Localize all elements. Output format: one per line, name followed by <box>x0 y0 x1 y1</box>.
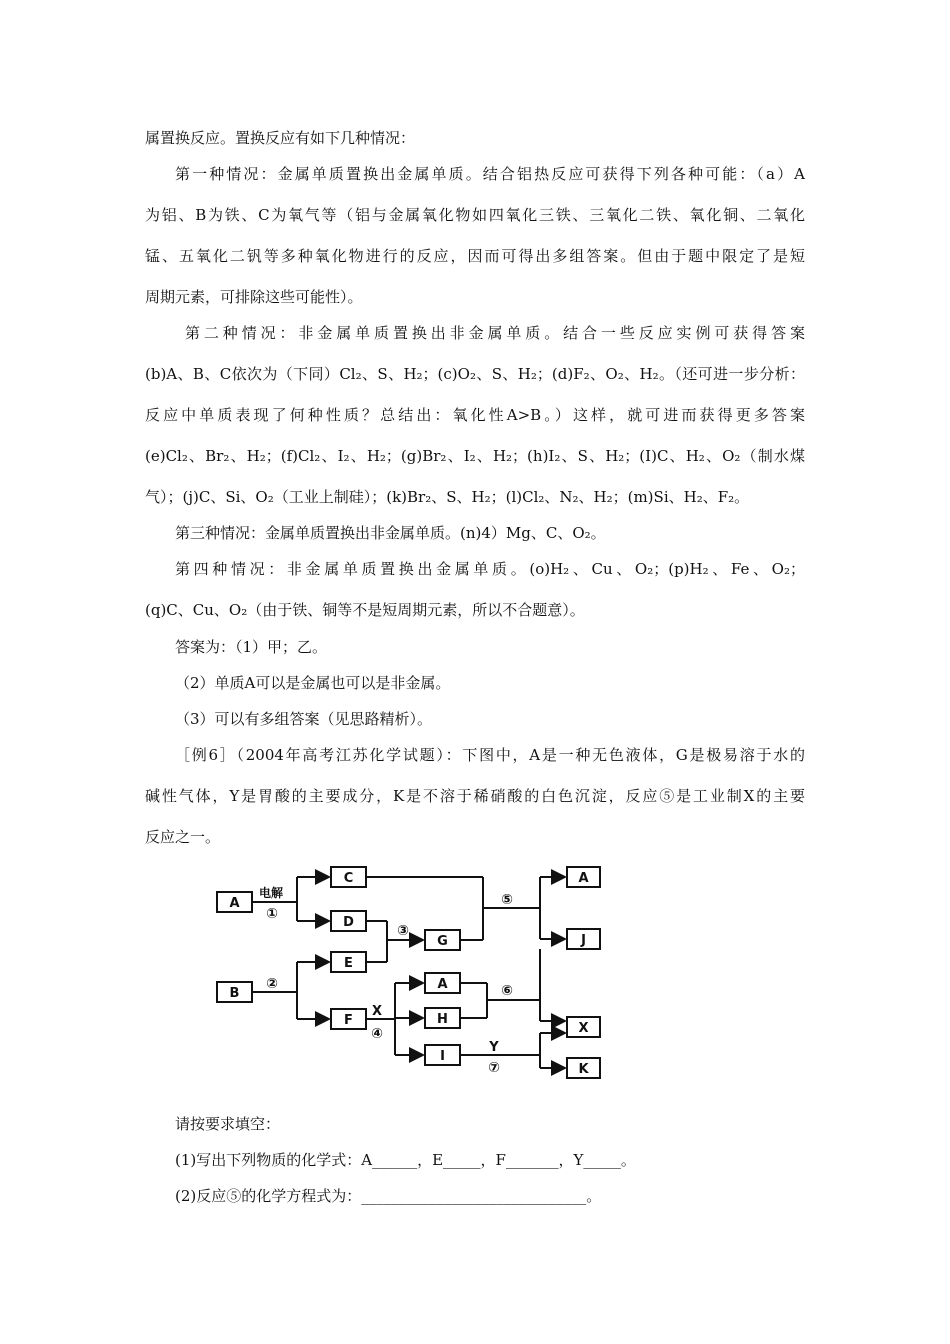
svg-text:G: G <box>437 934 448 949</box>
paragraph-line: 第二种情况：非金属单质置换出非金属单质。结合一些反应实例可获得答案 <box>185 324 805 342</box>
box-B <box>217 982 252 1002</box>
paragraph-line: （2）单质A可以是金属也可以是非金属。 <box>175 674 451 692</box>
box-K <box>567 1058 600 1078</box>
svg-text:A: A <box>229 896 240 911</box>
svg-text:B: B <box>229 986 240 1001</box>
label-reaction-2: ② <box>266 976 278 992</box>
svg-text:K: K <box>578 1062 589 1077</box>
label-electrolysis: 电解 <box>259 886 284 900</box>
paragraph-line: 反应中单质表现了何种性质？总结出：氧化性A>B。）这样，就可进而获得更多答案 <box>145 406 805 424</box>
question-item: (2)反应⑤的化学方程式为：______________________________。 <box>175 1187 602 1205</box>
svg-text:F: F <box>344 1013 353 1028</box>
paragraph-line: ［例6］（2004年高考江苏化学试题）：下图中，A是一种无色液体，G是极易溶于水的 <box>175 746 805 764</box>
box-G <box>425 930 460 950</box>
paragraph-line: 属置换反应。置换反应有如下几种情况： <box>145 129 416 147</box>
paragraph-line: 第四种情况：非金属单质置换出金属单质。(o)H₂、Cu、O₂；(p)H₂、Fe、O₂； <box>175 560 805 578</box>
paragraph-line: (e)Cl₂、Br₂、H₂；(f)Cl₂、I₂、H₂；(g)Br₂、I₂、H₂；(h)I₂、S、H₂；(I)C、H₂、O₂（制水煤 <box>145 447 805 465</box>
paragraph-line: (q)C、Cu、O₂（由于铁、铜等不是短周期元素，所以不合题意）。 <box>145 601 585 619</box>
paragraph-line: 碱性气体，Y是胃酸的主要成分，K是不溶于稀硝酸的白色沉淀，反应⑤是工业制X的主要 <box>145 787 805 805</box>
connector-lines <box>252 877 565 1068</box>
paragraph-line: 第一种情况：金属单质置换出金属单质。结合铝热反应可获得下列各种可能：（a）A <box>175 165 805 183</box>
paragraph-line: 反应之一。 <box>145 828 221 846</box>
svg-text:I: I <box>440 1049 445 1064</box>
svg-text:C: C <box>343 871 354 886</box>
label-reaction-7: ⑦ <box>488 1060 500 1076</box>
svg-text:X: X <box>578 1021 589 1036</box>
reaction-flow-diagram <box>205 855 615 1085</box>
box-I <box>425 1045 460 1065</box>
svg-text:A: A <box>437 977 448 992</box>
svg-text:E: E <box>344 956 353 971</box>
label-reaction-5: ⑤ <box>501 892 513 908</box>
box-A-middle <box>425 973 460 993</box>
paragraph-line: 周期元素，可排除这些可能性）。 <box>145 288 363 306</box>
label-reaction-4: ④ <box>371 1026 383 1042</box>
question-item: (1)写出下列物质的化学式：A______，E_____，F_______，Y_____。 <box>175 1151 636 1169</box>
box-H <box>425 1008 460 1028</box>
label-reagent-x: X <box>371 1004 383 1019</box>
paragraph-line: (b)A、B、C依次为（下同）Cl₂、S、H₂；(c)O₂、S、H₂；(d)F₂、O₂、H₂。（还可进一步分析： <box>145 365 805 383</box>
label-reagent-y: Y <box>489 1040 499 1055</box>
box-F <box>331 1009 366 1029</box>
svg-text:D: D <box>343 915 354 930</box>
box-C <box>331 867 366 887</box>
box-D <box>331 911 366 931</box>
paragraph-line: 第三种情况：金属单质置换出非金属单质。(n)4）Mg、C、O₂。 <box>175 524 606 542</box>
box-J <box>567 929 600 949</box>
label-reaction-3: ③ <box>397 923 409 939</box>
paragraph-line: 气）；(j)C、Si、O₂（工业上制硅）；(k)Br₂、S、H₂；(l)Cl₂、N₂、H₂；(m)Si、H₂、F₂。 <box>145 488 750 506</box>
box-E <box>331 952 366 972</box>
paragraph-line: 锰、五氧化二钒等多种氧化物进行的反应，因而可得出多组答案。但由于题中限定了是短 <box>145 247 805 265</box>
paragraph-line: （3）可以有多组答案（见思路精析）。 <box>175 710 433 728</box>
svg-text:H: H <box>437 1012 448 1027</box>
box-X <box>567 1017 600 1037</box>
paragraph-line: 答案为：（1）甲；乙。 <box>175 638 328 656</box>
svg-text:J: J <box>581 933 586 948</box>
question-prompt: 请按要求填空： <box>175 1115 281 1133</box>
label-reaction-6: ⑥ <box>501 983 513 999</box>
paragraph-line: 为铝、B为铁、C为氧气等（铝与金属氧化物如四氧化三铁、三氧化二铁、氧化铜、二氧化 <box>145 206 805 224</box>
box-A-right <box>567 867 600 887</box>
box-A-left <box>217 892 252 912</box>
svg-text:A: A <box>578 871 589 886</box>
label-reaction-1: ① <box>266 906 278 922</box>
